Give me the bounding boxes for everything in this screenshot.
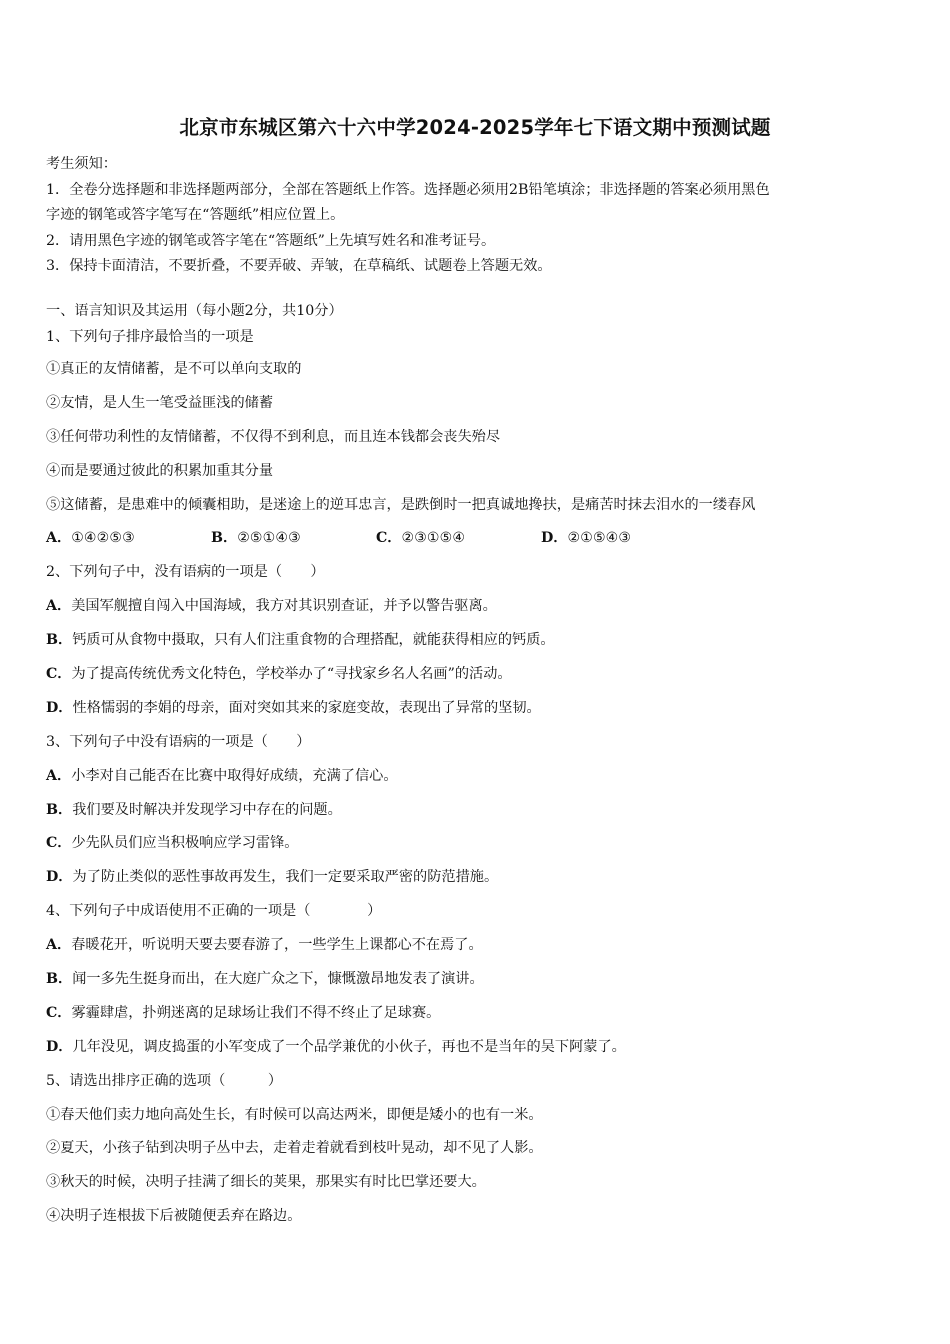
question-3-stem: 3、下列句子中没有语病的一项是（ ） xyxy=(46,733,311,750)
candidate-notice xyxy=(46,152,906,280)
option-letter: A． xyxy=(46,767,72,784)
option-text: 为了提高传统优秀文化特色，学校举办了“寻找家乡名人名画”的活动。 xyxy=(71,666,512,683)
question-3-option-a xyxy=(46,765,906,799)
option-letter: A． xyxy=(46,598,72,615)
option-letter: B． xyxy=(46,632,73,649)
choice-letter: C． xyxy=(376,530,402,547)
option-letter: C． xyxy=(46,1004,72,1021)
question-1-sentence: ②友情，是人生一笔受益匪浅的储蓄 xyxy=(46,394,274,411)
choice-a xyxy=(46,527,211,549)
question-4-option-c xyxy=(46,1002,906,1036)
choice-letter: D． xyxy=(541,530,568,547)
question-2-stem: 2、下列句子中，没有语病的一项是（ ） xyxy=(46,564,325,581)
question-1-sentence: ①真正的友情储蓄，是不可以单向支取的 xyxy=(46,361,302,377)
notice-line: 2．请用黑色字迹的钢笔或答字笔在“答题纸”上先填写姓名和准考证号。 xyxy=(46,232,496,249)
option-text: 春暖花开，听说明天要去要春游了，一些学生上课都心不在焉了。 xyxy=(71,937,483,954)
question-3-option-c xyxy=(46,832,906,866)
choice-text: ①④②⑤③ xyxy=(71,530,135,547)
question-2-option-c xyxy=(46,663,906,697)
question-4-option-a xyxy=(46,934,906,968)
choice-text: ②③①⑤④ xyxy=(401,530,466,547)
question-5-sentence: ①春天他们卖力地向高处生长，有时候可以高达两米，即便是矮小的也有一米。 xyxy=(46,1106,543,1123)
question-1-choices xyxy=(46,527,906,561)
option-letter: C． xyxy=(46,666,72,683)
option-letter: B． xyxy=(46,801,73,818)
question-2-option-a xyxy=(46,595,906,629)
question-5-sentence: ④决明子连根拔下后被随便丢弃在路边。 xyxy=(46,1208,302,1225)
option-text: 我们要及时解决并发现学习中存在的问题。 xyxy=(72,801,342,818)
option-text: 为了防止类似的恶性事故再发生，我们一定要采取严密的防范措施。 xyxy=(72,869,499,886)
option-text: 性格懦弱的李娟的母亲，面对突如其来的家庭变故，表现出了异常的坚韧。 xyxy=(72,699,541,716)
option-letter: B． xyxy=(46,971,73,988)
question-4-option-d xyxy=(46,1036,906,1070)
question-5-sentence: ②夏天，小孩子钻到决明子丛中去，走着走着就看到枝叶晃动，却不见了人影。 xyxy=(46,1140,543,1157)
choice-d xyxy=(541,527,706,549)
option-text: 闻一多先生挺身而出，在大庭广众之下，慷慨激昂地发表了演讲。 xyxy=(72,971,484,988)
question-5-stem: 5、请选出排序正确的选项（ ） xyxy=(46,1072,283,1089)
question-1-stem: 1、下列句子排序最恰当的一项是 xyxy=(46,329,254,345)
choice-letter: A． xyxy=(46,530,72,547)
question-1-sentence: ③任何带功利性的友情储蓄，不仅得不到利息，而且连本钱都会丧失殆尽 xyxy=(46,428,501,445)
notice-line: 3．保持卡面清洁，不要折叠，不要弄破、弄皱，在草稿纸、试题卷上答题无效。 xyxy=(46,258,552,274)
question-3-option-d xyxy=(46,866,906,900)
option-letter: D． xyxy=(46,1038,73,1055)
option-text: 美国军舰擅自闯入中国海域，我方对其识别查证，并予以警告驱离。 xyxy=(71,598,497,615)
question-5-sentence: ③秋天的时候，决明子挂满了细长的荚果，那果实有时比巴掌还要大。 xyxy=(46,1174,486,1191)
option-letter: D． xyxy=(46,869,73,886)
question-2-option-b xyxy=(46,629,906,663)
questions-body xyxy=(46,300,906,1239)
choice-text: ②①⑤④③ xyxy=(567,530,632,547)
choice-text: ②⑤①④③ xyxy=(237,530,301,547)
option-text: 钙质可从食物中摄取，只有人们注重食物的合理搭配，就能获得相应的钙质。 xyxy=(72,632,555,649)
option-letter: A． xyxy=(46,937,72,954)
question-3-option-b xyxy=(46,799,906,833)
question-1-sentence: ④而是要通过彼此的积累加重其分量 xyxy=(46,462,274,479)
section-heading: 一、语言知识及其运用（每小题2分，共10分） xyxy=(46,303,343,319)
option-text: 小李对自己能否在比赛中取得好成绩，充满了信心。 xyxy=(71,767,398,784)
choice-letter: B． xyxy=(211,530,238,547)
question-4-stem: 4、下列句子中成语使用不正确的一项是（ ） xyxy=(46,903,382,920)
question-4-option-b xyxy=(46,968,906,1002)
option-text: 雾霾肆虐，扑朔迷离的足球场让我们不得不终止了足球赛。 xyxy=(71,1004,441,1021)
option-letter: D． xyxy=(46,699,73,716)
notice-line: 字迹的钢笔或答字笔写在“答题纸”相应位置上。 xyxy=(46,207,345,223)
choice-b xyxy=(211,527,376,549)
option-letter: C． xyxy=(46,835,72,852)
option-text: 少先队员们应当积极响应学习雷锋。 xyxy=(71,835,299,852)
question-2-option-d xyxy=(46,697,906,731)
notice-line: 1．全卷分选择题和非选择题两部分，全部在答题纸上作答。选择题必须用2B铅笔填涂；非选择题的答案必须用黑色 xyxy=(46,181,770,198)
choice-c xyxy=(376,527,541,549)
option-text: 几年没见，调皮捣蛋的小军变成了一个品学兼优的小伙子，再也不是当年的吴下阿蒙了。 xyxy=(72,1038,626,1055)
page-title: 北京市东城区第六十六中学2024-2025学年七下语文期中预测试题 xyxy=(179,116,771,139)
question-1-sentence: ⑤这储蓄，是患难中的倾囊相助，是迷途上的逆耳忠言，是跌倒时一把真诚地搀扶，是痛苦时抹去泪水的一缕春风 xyxy=(46,496,756,513)
notice-heading: 考生须知： xyxy=(46,156,117,172)
